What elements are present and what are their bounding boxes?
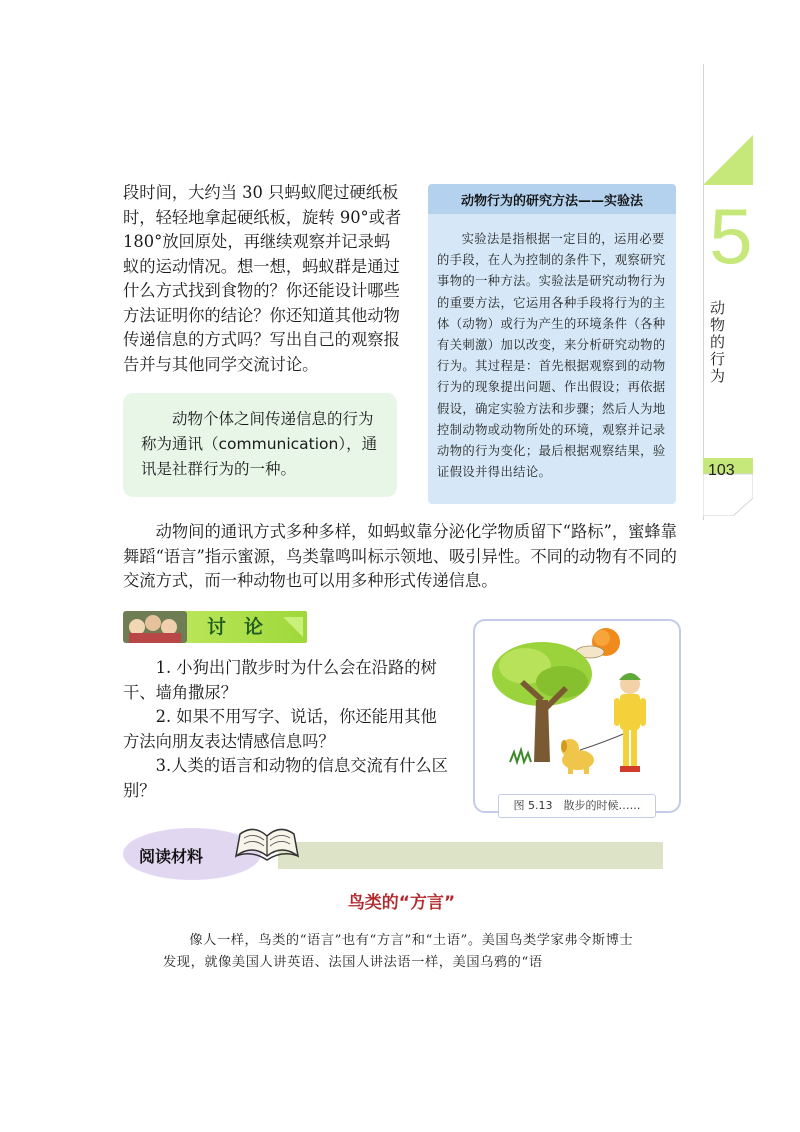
chapter-title-char: 为 (710, 367, 726, 385)
chapter-title-char: 动 (710, 299, 726, 317)
definition-text: 动物个体之间传递信息的行为称为通讯（communication），通讯是社群行为的一种。 (141, 410, 378, 478)
page-number: 103 (708, 462, 735, 479)
side-divider (703, 64, 704, 520)
discussion-question: 1. 小狗出门散步时为什么会在沿路的树干、墙角撒尿？ (123, 658, 437, 702)
reading-label: 阅读材料 (139, 847, 204, 866)
chapter-title-char: 的 (710, 333, 726, 351)
figure-caption: 图 5.13 散步的时候…… (498, 794, 656, 818)
method-sidebar-title: 动物行为的研究方法——实验法 (460, 194, 643, 209)
chapter-number: 5 (709, 192, 753, 280)
discussion-question: 2. 如果不用写字、说话，你还能用其他方法向朋友表达情感信息吗？ (123, 707, 437, 751)
intro-paragraph: 段时间，大约当 30 只蚂蚁爬过硬纸板时，轻轻地拿起硬纸板，旋转 90°或者 180°放回原处，再继续观察并记录蚂蚁的运动情况。想一想，蚂蚁群是通过什么方式找到食物的？你还能设计哪些方法证明你的结论？你还知道其他动物传递信息的方式吗？写出自己的观察报告并与其他同学交流讨论。 (123, 183, 402, 374)
discussion-label: 讨论 (207, 616, 282, 638)
chapter-title-char: 物 (710, 316, 726, 334)
method-sidebar-text: 实验法是指根据一定目的，运用必要的手段，在人为控制的条件下，观察研究事物的一种方法。实验法是研究动物行为的重要方法，它运用各种手段将行为的主体（动物）或行为产生的环境条件（各种有关刺激）加以改变，来分析研究动物的行为。其过程是：首先根据观察到的动物行为的现象提出问题、作出假设；再依据假设，确定实验方法和步骤；然后人为地控制动物或动物所处的环境，观察并记录动物的行为变化；最后根据观察结果，验证假设并得出结论。 (437, 232, 666, 480)
open-book-icon (232, 822, 302, 870)
walking-dog-illustration (480, 622, 670, 792)
reading-banner-bar (278, 842, 663, 869)
article-text: 像人一样，鸟类的“语言”也有“方言”和“土语”。美国鸟类学家弗令斯博士发现，就像美国人讲英语、法国人讲法语一样，美国乌鸦的“语 (163, 933, 634, 970)
communication-paragraph: 动物间的通讯方式多种多样，如蚂蚁靠分泌化学物质留下“路标”，蜜蜂靠舞蹈“语言”指示蜜源，鸟类靠鸣叫标示领地、吸引异性。不同的动物有不同的交流方式，而一种动物也可以用多种形式传递信息。 (123, 522, 677, 590)
chapter-title-char: 行 (710, 350, 726, 368)
discussion-questions (123, 656, 453, 803)
article-title: 鸟类的“方言” (347, 893, 456, 913)
chapter-tab-triangle (703, 135, 755, 185)
chapter-title (710, 300, 732, 385)
discussion-question: 3.人类的语言和动物的信息交流有什么区别？ (123, 756, 448, 800)
